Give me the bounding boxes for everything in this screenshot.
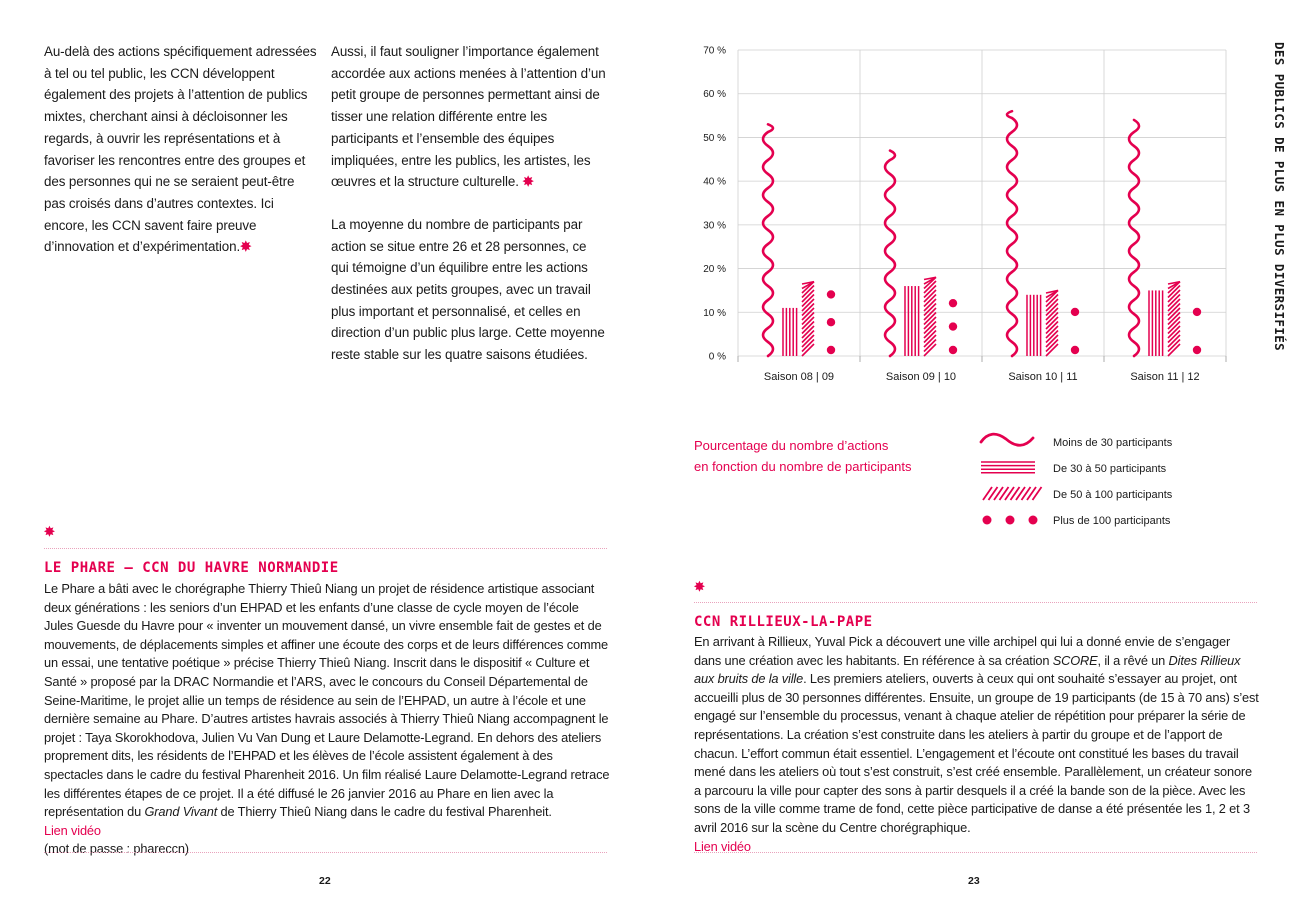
y-tick-label: 0 %	[708, 351, 726, 363]
chart-caption	[694, 435, 912, 477]
y-tick-label: 30 %	[703, 220, 726, 232]
end-star-icon: ✸	[522, 174, 534, 190]
bar-hatch	[1046, 290, 1058, 356]
x-category-label: Saison 09 | 10	[885, 371, 957, 383]
y-tick-label: 10 %	[703, 307, 726, 319]
legend-label: De 30 à 50 participants	[1053, 463, 1167, 475]
chart-legend	[975, 428, 1195, 538]
section-title-le-phare: LE PHARE – CCN DU HAVRE NORMANDIE	[44, 560, 339, 576]
y-tick-label: 60 %	[703, 89, 726, 101]
legend-label: De 50 à 100 participants	[1053, 489, 1173, 501]
left-column-1	[44, 41, 319, 258]
section-divider	[694, 602, 1257, 603]
bar-dots	[1071, 308, 1079, 354]
x-category-label: Saison 08 | 09	[763, 371, 835, 383]
bar-hatch	[802, 282, 814, 356]
bar-dots	[827, 290, 835, 354]
le-phare-body: Le Phare a bâti avec le chorégraphe Thierry Thieû Niang un projet de résidence artistique associant deux générations : les seniors d’un EHPAD et les enfants d’une classe de cycle moyen de l’école Jules Guesde du Havre pour « inventer un mouvement dansé, un vivre ensemble fait de gestes et de mouvements, de déplacements simples et affiner une écoute des corps et de leurs différences comme un essai, une tentative poétique » précise Thierry Thieû Niang. Inscrit dans le dispositif « Culture et Santé » proposé par la DRAC Normandie et l’ARS, avec le concours du Conseil Départemental de Seine-Maritime, le projet allie un temps de résidence au sein de l’EHPAD, un autre à l’école et une dernière semaine au Phare. D’autres artistes havrais associés à Thierry Thieû Niang accompagnent le projet : Taya Skorokhodova, Julien Vu Van Dung et Laure Delamotte-Legrand. En dehors des ateliers proprement dits, les résidents de l’EHPAD et les élèves de l’école assistent également à des spectacles dans le cadre du festival Pharenheit 2016. Un film réalisé Laure Delamotte-Legrand retrace les différentes étapes de ce projet. Il a été diffusé le 26 janvier 2016 au Phare en lien avec la représentation du Grand Vivant de Thierry Thieû Niang dans le cadre du festival Pharenheit. Lien vidéo (mot de passe : phareccn)	[44, 581, 610, 857]
bar-vertical-lines	[783, 308, 797, 356]
bar-vertical-lines	[1027, 295, 1041, 356]
chart-caption-line-2: en fonction du nombre de participants	[694, 459, 912, 474]
section-star-icon: ✸	[694, 579, 705, 594]
y-tick-label: 70 %	[703, 45, 726, 57]
legend-hatch-icon	[983, 487, 1042, 500]
section-title-rillieux: CCN RILLIEUX-LA-PAPE	[694, 614, 873, 630]
chapter-title: DES PUBLICS DE PLUS EN PLUS DIVERSIFIÉS	[1272, 42, 1287, 352]
legend-lines-icon	[981, 462, 1035, 473]
importance-paragraph: Aussi, il faut souligner l’importance également accordée aux actions menées à l’attention d’un petit groupe de personnes permettant ainsi de tisser une relation différente entre les participants et l’ensemble des équipes impliquées, entre les publics, les artistes, les œuvres et la structure culturelle. ✸	[331, 44, 606, 190]
average-paragraph: La moyenne du nombre de participants par action se situe entre 26 et 28 personnes, ce qui témoigne d’un équilibre entre les actions destinées aux petits groupes, avec un travail plus important et personnalisé, et celles en direction d’un public plus large. Cette moyenne reste stable sur les quatre saisons étudiées.	[331, 216, 605, 363]
chart-caption-line-1: Pourcentage du nombre d’actions	[694, 438, 889, 453]
y-tick-label: 20 %	[703, 264, 726, 276]
bar-dots	[1193, 308, 1201, 354]
page-number-left: 22	[319, 875, 331, 887]
section-divider	[44, 548, 607, 549]
legend-label: Moins de 30 participants	[1053, 437, 1173, 449]
intro-paragraph: Au-delà des actions spécifiquement adressées à tel ou tel public, les CCN développent également des projets à l’attention de publics mixtes, cherchant ainsi à décloisonner les regards, à ouvrir les représentations et à favoriser les rencontres entre des groupes et des personnes qui ne se seraient peut-être pas croisés dans d’autres contextes. Ici encore, les CCN savent faire preuve d’innovation et d’expérimentation.✸	[44, 44, 317, 255]
bar-hatch	[924, 277, 936, 356]
bottom-divider	[44, 852, 607, 853]
x-category-label: Saison 10 | 11	[1008, 371, 1078, 383]
bar-dots	[949, 299, 957, 354]
end-star-icon: ✸	[240, 239, 252, 255]
x-category-label: Saison 11 | 12	[1130, 371, 1200, 383]
bar-wave	[1007, 111, 1017, 356]
legend-wave-icon	[981, 434, 1033, 445]
y-tick-label: 50 %	[703, 132, 726, 144]
page-number-right: 23	[968, 875, 980, 887]
bar-wave	[763, 124, 773, 356]
rillieux-body: En arrivant à Rillieux, Yuval Pick a découvert une ville archipel qui lui a donné envie de s’engager dans une création avec les habitants. En référence à sa création SCORE, il a rêvé un Dites Rillieux aux bruits de la ville. Les premiers ateliers, ouverts à ceux qui ont souhaité s’essayer au projet, ont accueilli plus de 30 personnes différentes. Ensuite, un groupe de 19 participants (de 15 à 70 ans) s’est engagé sur l’ensemble du processus, venant à chaque atelier de répétition pour préparer la série de représentations. La création s’est construite dans les ateliers à partir du groupe et de l’apport de chacun. L’effort commun était essentiel. L’engagement et l’écoute ont constitué les bases du travail mené dans les ateliers où tout s’est construit, s’est créé ensemble. Parallèlement, un créateur sonore a parcouru la ville pour capter des sons à partir desquels il a créé la bande son de la pièce. Avec les sons de la ville comme trame de fond, cette pièce participative de danse a été présentée les 1, 2 et 3 avril 2016 sur la scène du Centre chorégraphique. Lien vidéo	[694, 634, 1259, 854]
legend-label: Plus de 100 participants	[1053, 515, 1171, 527]
video-link[interactable]: Lien vidéo	[694, 838, 751, 854]
bar-vertical-lines	[905, 286, 919, 356]
password-note: (mot de passe : phareccn)	[44, 841, 189, 857]
video-link[interactable]: Lien vidéo	[44, 822, 101, 838]
bar-vertical-lines	[1149, 290, 1163, 356]
y-tick-label: 40 %	[703, 176, 726, 188]
bar-hatch	[1168, 282, 1180, 356]
section-star-icon: ✸	[44, 524, 55, 539]
participants-chart	[680, 30, 1280, 430]
legend-dots-icon	[983, 516, 1038, 525]
left-column-2	[331, 41, 606, 366]
bar-wave	[1129, 120, 1139, 356]
bottom-divider	[694, 852, 1257, 853]
